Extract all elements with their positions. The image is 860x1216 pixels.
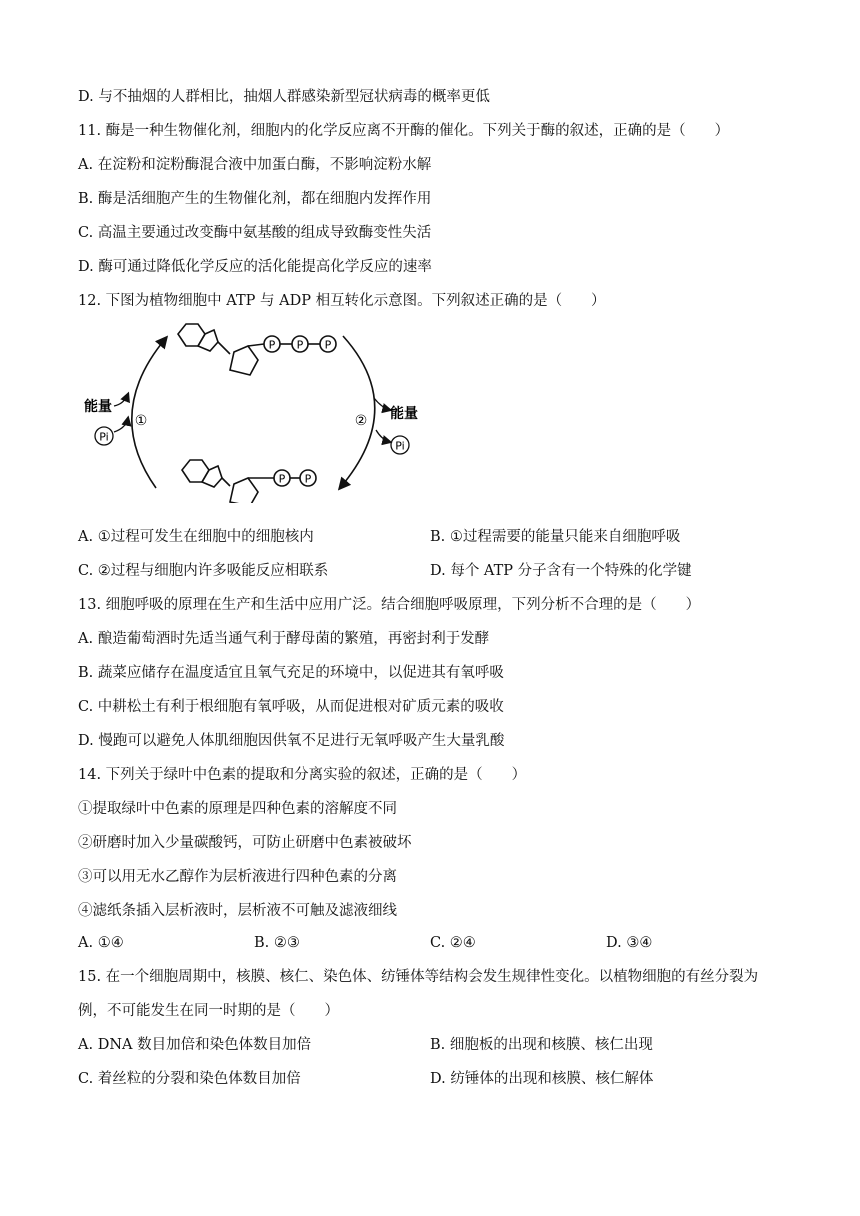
- step-1-label: ①: [134, 413, 148, 429]
- energy-output-arrow: [374, 398, 390, 410]
- adp-phosphate-label-1: P: [278, 472, 286, 486]
- process-2-arrow: [340, 336, 375, 488]
- pi-output-arrow: [376, 430, 390, 442]
- q14-option-c: C. ②④: [430, 935, 476, 951]
- q14-statement-4: ④滤纸条插入层析液时，层析液不可触及滤液细线: [78, 903, 397, 919]
- adp-molecule: [182, 460, 316, 503]
- q10-option-d: D. 与不抽烟的人群相比，抽烟人群感染新型冠状病毒的概率更低: [78, 89, 490, 105]
- q15-stem-line-1: 15. 在一个细胞周期中，核膜、核仁、染色体、纺锤体等结构会发生规律性变化。以植物细胞的有丝分裂为: [78, 969, 759, 985]
- q14-statement-1: ①提取绿叶中色素的原理是四种色素的溶解度不同: [78, 801, 397, 817]
- pi-output-label: Pi: [395, 439, 405, 453]
- q14-option-a: A. ①④: [78, 935, 124, 951]
- q15-stem-line-2: 例，不可能发生在同一时期的是（ ）: [78, 1003, 339, 1019]
- q11-option-a: A. 在淀粉和淀粉酶混合液中加蛋白酶，不影响淀粉水解: [78, 157, 432, 173]
- q14-stem: 14. 下列关于绿叶中色素的提取和分离实验的叙述，正确的是（ ）: [78, 767, 527, 783]
- atp-base-hexagon: [178, 324, 205, 346]
- q15-option-d: D. 纺锤体的出现和核膜、核仁解体: [430, 1071, 654, 1087]
- q12-stem: 12. 下图为植物细胞中 ATP 与 ADP 相互转化示意图。下列叙述正确的是（ ）: [78, 293, 606, 309]
- q12-option-c: C. ②过程与细胞内许多吸能反应相联系: [78, 563, 329, 579]
- q13-option-c: C. 中耕松土有利于根细胞有氧呼吸，从而促进根对矿质元素的吸收: [78, 699, 504, 715]
- q11-stem: 11. 酶是一种生物催化剂，细胞内的化学反应离不开酶的催化。下列关于酶的叙述，正确的是（ ）: [78, 123, 730, 139]
- step-2-label: ②: [354, 413, 368, 429]
- energy-input-label: 能量: [84, 399, 112, 415]
- atp-phosphate-label-2: P: [296, 338, 304, 352]
- q14-statement-2: ②研磨时加入少量碳酸钙，可防止研磨中色素被破坏: [78, 835, 412, 851]
- q14-option-b: B. ②③: [254, 935, 300, 951]
- energy-output-label: 能量: [390, 406, 418, 422]
- q11-option-c: C. 高温主要通过改变酶中氨基酸的组成导致酶变性失活: [78, 225, 432, 241]
- q15-option-c: C. 着丝粒的分裂和染色体数目加倍: [78, 1071, 301, 1087]
- adp-ribose-pentagon: [230, 478, 258, 503]
- atp-ribose-pentagon: [230, 346, 258, 375]
- atp-phosphate-label-1: P: [268, 338, 276, 352]
- pi-input-label: Pi: [99, 430, 109, 444]
- q13-stem: 13. 细胞呼吸的原理在生产和生活中应用广泛。结合细胞呼吸原理，下列分析不合理的是（ ）: [78, 597, 701, 613]
- q14-option-d: D. ③④: [606, 935, 653, 951]
- q13-option-d: D. 慢跑可以避免人体肌细胞因供氧不足进行无氧呼吸产生大量乳酸: [78, 733, 505, 749]
- atp-adp-diagram: [78, 318, 438, 503]
- q11-option-d: D. 酶可通过降低化学反应的活化能提高化学反应的速率: [78, 259, 432, 275]
- q11-option-b: B. 酶是活细胞产生的生物催化剂，都在细胞内发挥作用: [78, 191, 432, 207]
- q15-option-b: B. 细胞板的出现和核膜、核仁出现: [430, 1037, 653, 1053]
- q12-option-b: B. ①过程需要的能量只能来自细胞呼吸: [430, 529, 681, 545]
- adp-base-hexagon: [182, 460, 209, 482]
- atp-phosphate-label-3: P: [324, 338, 332, 352]
- q12-option-d: D. 每个 ATP 分子含有一个特殊的化学键: [430, 563, 692, 579]
- pi-input-arrow: [114, 418, 128, 432]
- q12-option-a: A. ①过程可发生在细胞中的细胞核内: [78, 529, 314, 545]
- q15-option-a: A. DNA 数目加倍和染色体数目加倍: [78, 1037, 312, 1053]
- adp-phosphate-label-2: P: [304, 472, 312, 486]
- adp-base-pentagon: [202, 466, 222, 487]
- q14-statement-3: ③可以用无水乙醇作为层析液进行四种色素的分离: [78, 869, 397, 885]
- q13-option-a: A. 酿造葡萄酒时先适当通气利于酵母菌的繁殖，再密封利于发酵: [78, 631, 490, 647]
- atp-molecule: [178, 324, 336, 375]
- q13-option-b: B. 蔬菜应储存在温度适宜且氧气充足的环境中，以促进其有氧呼吸: [78, 665, 504, 681]
- energy-input-arrow: [114, 394, 128, 406]
- atp-base-pentagon: [198, 330, 218, 351]
